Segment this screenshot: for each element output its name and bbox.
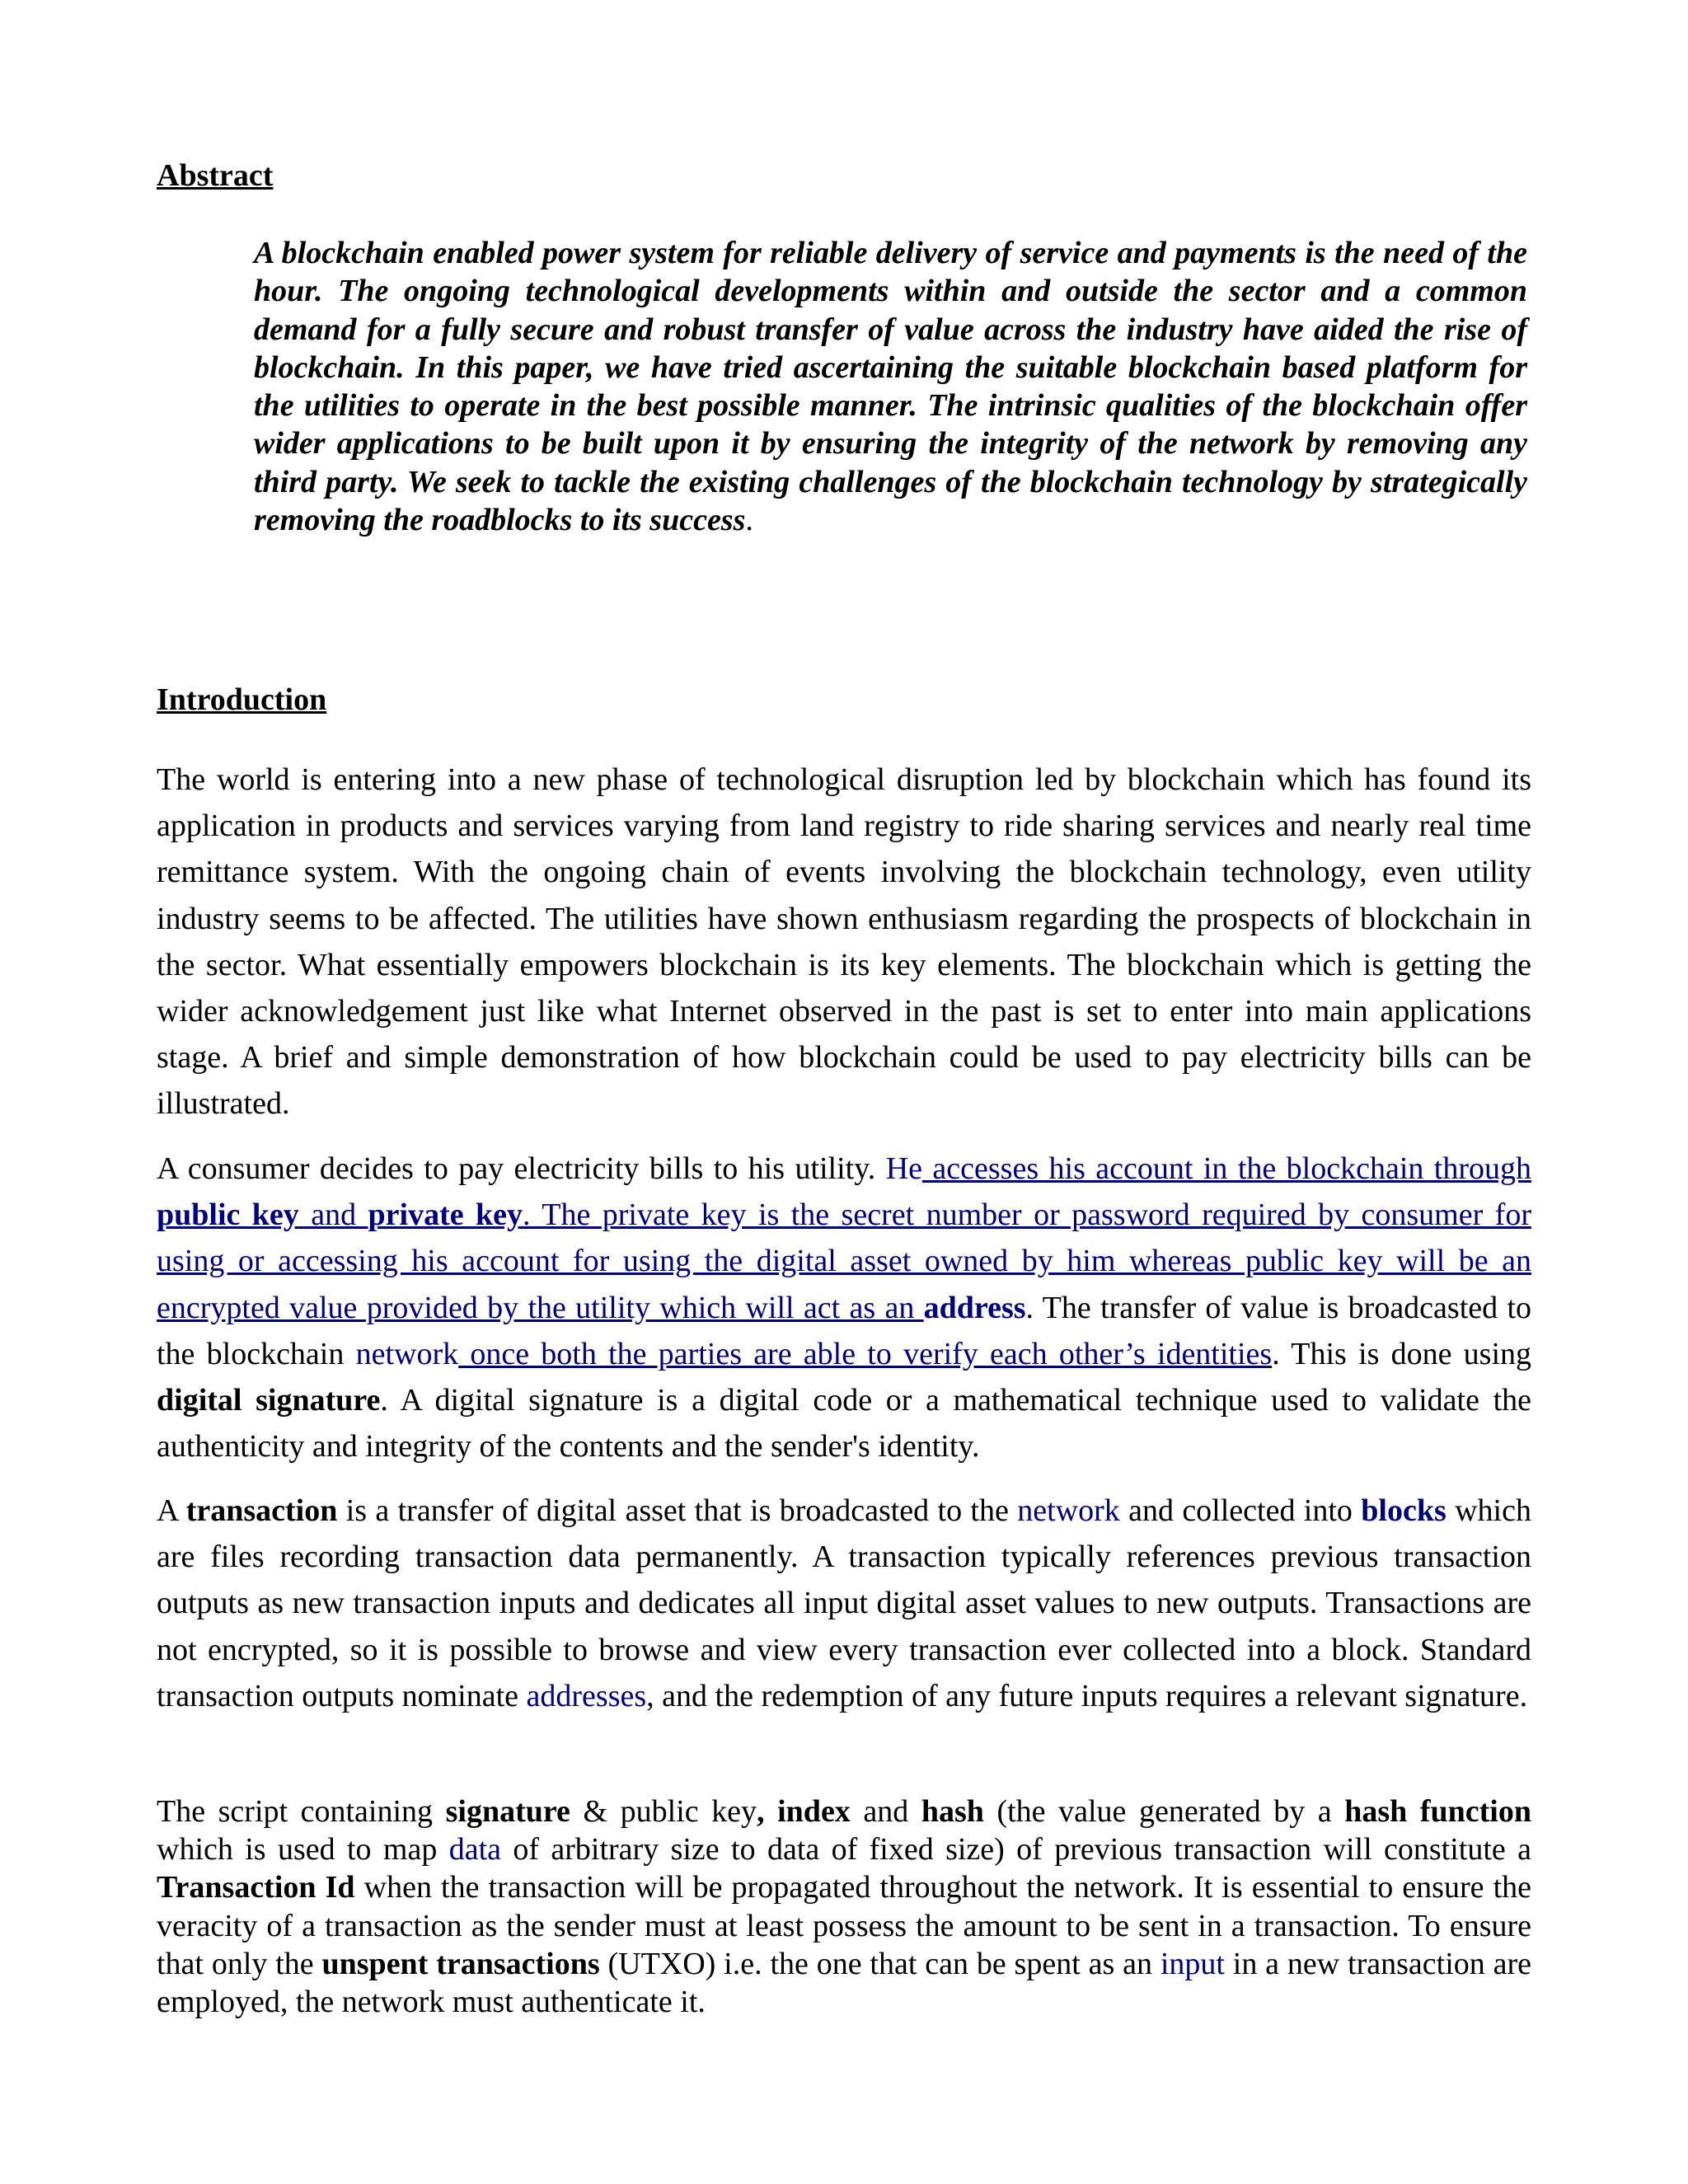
p4-text: when the transaction will be propagated throughout the network. It is essential to ensure the veracity of a transaction as the sender must at least possess the amount to be sent in a transaction. To ensure that only the	[157, 1870, 1531, 1981]
p4-text: in a new transaction are employed, the network must authenticate it.	[157, 1946, 1531, 2020]
he-link[interactable]: He	[885, 1151, 922, 1186]
hash-term: hash	[921, 1794, 984, 1829]
blocks-link[interactable]: blocks	[1361, 1493, 1447, 1528]
p3-text: which are files recording transaction data permanently. A transaction typically references previous transaction outputs as new transaction inputs and dedicates all input digital asset values to new outputs. Transactions are not encrypted, so it is possible to browse and view every transaction ever collected into a block. Standard transaction outputs nominate	[157, 1493, 1531, 1713]
digital-signature-term: digital signature	[157, 1383, 381, 1418]
p2-text: A consumer decides to pay electricity bills to his utility.	[157, 1151, 886, 1186]
intro-paragraph-3	[157, 1488, 1531, 1719]
p3-text: , and the redemption of any future inputs requires a relevant signature.	[646, 1678, 1528, 1713]
account-access-link[interactable]: accesses his account in the blockchain through	[922, 1151, 1531, 1186]
address-link[interactable]: address	[923, 1290, 1026, 1325]
p3-text: A	[157, 1493, 186, 1528]
p4-text: & public key	[570, 1794, 757, 1829]
network-link[interactable]: network	[1017, 1493, 1120, 1528]
p4-text: which is used to map	[157, 1832, 449, 1868]
index-term: , index	[757, 1794, 851, 1829]
unspent-transactions-term: unspent transactions	[321, 1946, 600, 1981]
verify-identities-link[interactable]: once both the parties are able to verify each other’s identities	[458, 1336, 1273, 1371]
p2-text: . The transfer of value is broadcasted to the blockchain	[157, 1290, 1531, 1371]
p3-text: is a transfer of digital asset that is broadcasted to the	[337, 1493, 1018, 1528]
private-key-link[interactable]: private key	[368, 1197, 523, 1233]
p2-text: . A digital signature is a digital code or a mathematical technique used to validate the authenticity and integrity of the contents and the sender's identity.	[157, 1383, 1531, 1465]
network-link[interactable]: network	[355, 1336, 459, 1371]
transaction-id-term: Transaction Id	[157, 1870, 355, 1905]
p4-text: (UTXO) i.e. the one that can be spent as an	[599, 1946, 1160, 1981]
p3-text: and collected into	[1119, 1493, 1362, 1528]
abstract-heading: Abstract	[157, 158, 274, 193]
transaction-term: transaction	[185, 1493, 338, 1528]
p2-link-text[interactable]: and	[298, 1197, 368, 1233]
input-link[interactable]: input	[1160, 1946, 1225, 1981]
p4-text: The script containing	[157, 1794, 446, 1829]
p2-text: . This is done using	[1272, 1336, 1531, 1371]
intro-paragraph-4	[157, 1793, 1531, 2021]
p4-text: and	[850, 1794, 921, 1829]
introduction-heading: Introduction	[157, 682, 327, 717]
addresses-link[interactable]: addresses	[526, 1678, 647, 1713]
p4-text: of arbitrary size to data of fixed size) of previous transaction will constitute a	[501, 1832, 1531, 1868]
p4-text: (the value generated by a	[983, 1794, 1345, 1829]
signature-term: signature	[445, 1794, 570, 1829]
intro-paragraph-1: The world is entering into a new phase of technological disruption led by blockchain which has found its application in products and services varying from land registry to ride sharing services and nearly real time remittance system. With the ongoing chain of events involving the blockchain technology, even utility industry seems to be affected. The utilities have shown enthusiasm regarding the prospects of blockchain in the sector. What essentially empowers blockchain is its key elements. The blockchain which is getting the wider acknowledgement just like what Internet observed in the past is set to enter into main applications stage. A brief and simple demonstration of how blockchain could be used to pay electricity bills can be illustrated.	[157, 762, 1531, 1122]
private-key-definition-link[interactable]: . The private key is the secret number or password required by consumer for using or accessing his account for using the digital asset owned by him whereas public key will be an encrypted value provided by the utility which will act as an	[157, 1197, 1531, 1325]
hash-function-term: hash function	[1344, 1794, 1531, 1829]
abstract-end-period: .	[745, 503, 753, 538]
data-link[interactable]: data	[448, 1832, 501, 1868]
abstract-text	[254, 234, 1527, 539]
abstract-body: A blockchain enabled power system for reliable delivery of service and payments is the need of the hour. The ongoing technological developments within and outside the sector and a common demand for a fully secure and robust transfer of value across the industry have aided the rise of blockchain. In this paper, we have tried ascertaining the suitable blockchain based platform for the utilities to operate in the best possible manner. The intrinsic qualities of the blockchain offer wider applications to be built upon it by ensuring the integrity of the network by removing any third party. We seek to tackle the existing challenges of the blockchain technology by strategically removing the roadblocks to its success	[254, 236, 1527, 538]
intro-paragraph-2	[157, 1146, 1531, 1469]
public-key-link[interactable]: public key	[157, 1197, 299, 1233]
